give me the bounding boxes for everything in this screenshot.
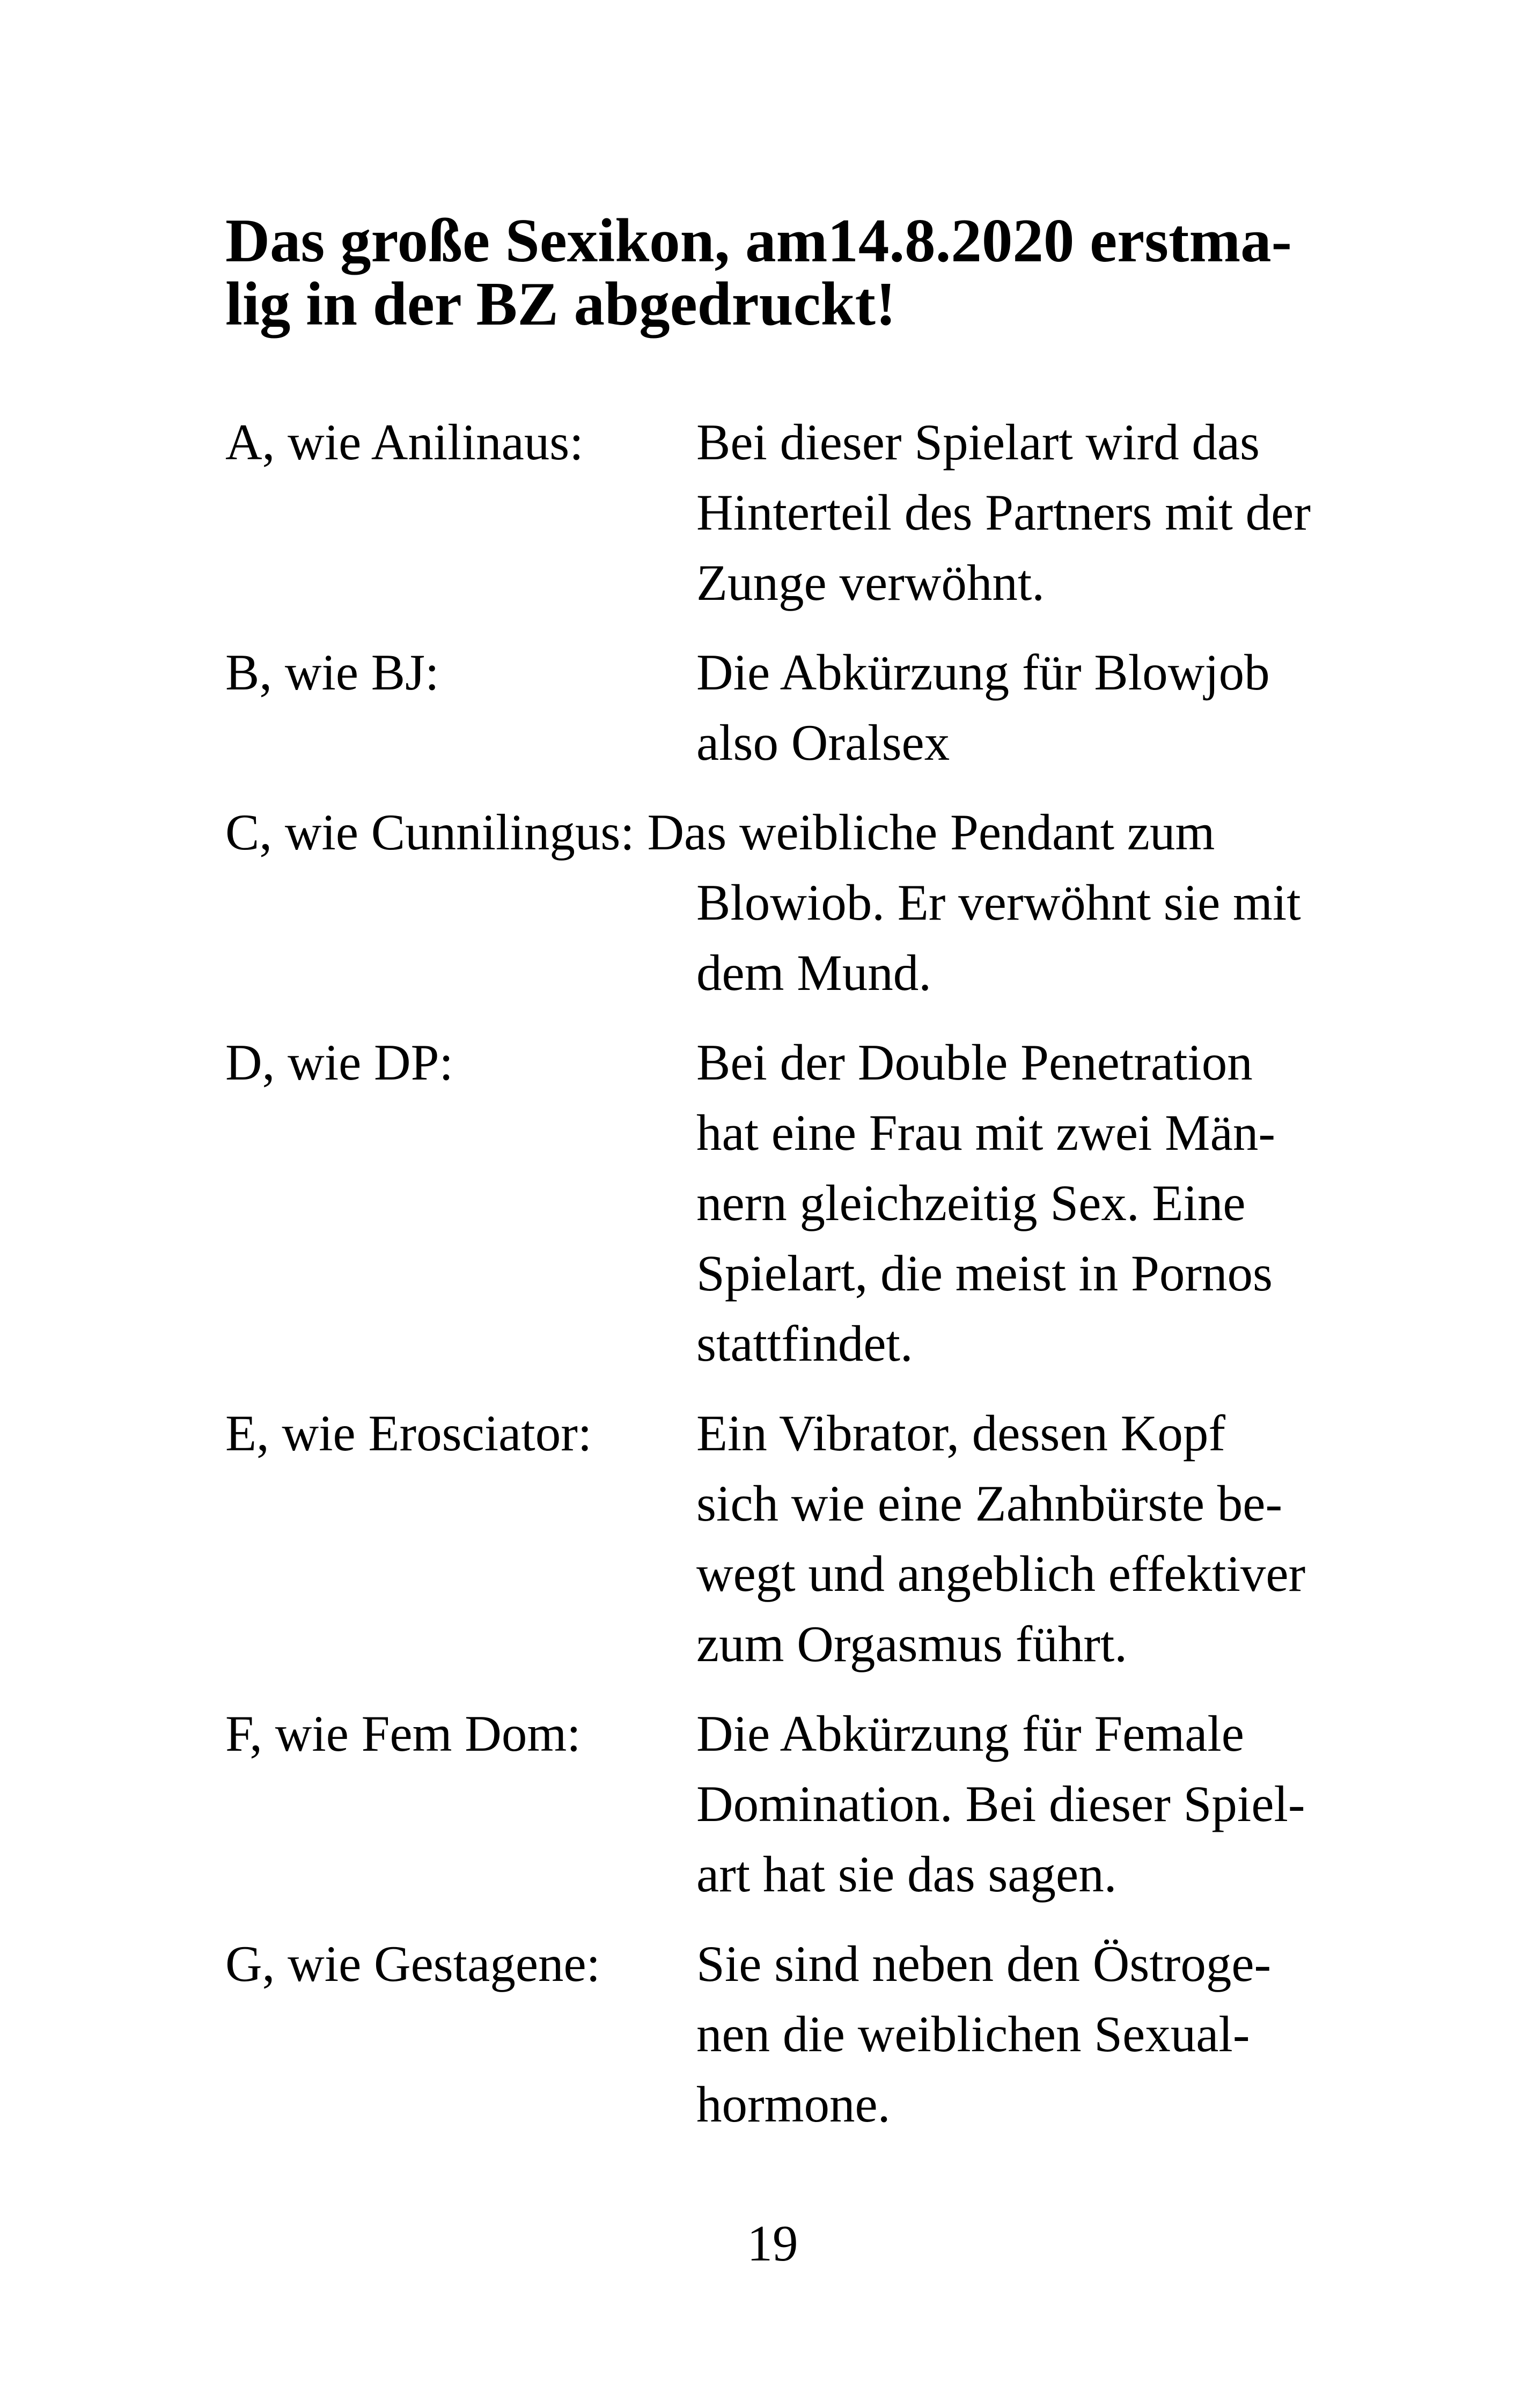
definition-line: Sie sind neben den Östroge- (696, 1935, 1272, 1992)
glossary-entry (225, 1027, 1320, 1379)
entry-term: B, wie BJ: (225, 644, 439, 701)
entry-definition (696, 1929, 1320, 2140)
definition-line: Hinterteil des Partners mit der (696, 484, 1311, 541)
definition-line: nen die weiblichen Sexual- (696, 2006, 1250, 2062)
title-line: lig in der BZ abgedruckt! (225, 270, 897, 338)
definition-line: hat eine Frau mit zwei Män- (696, 1104, 1275, 1161)
entry-term: A, wie Anilinaus: (225, 414, 584, 471)
glossary-list (225, 407, 1320, 2159)
glossary-entry (225, 637, 1320, 778)
entry-first-line (225, 797, 1320, 868)
entry-definition (696, 1699, 1320, 1910)
definition-line: Bei dieser Spielart wird das (696, 414, 1260, 471)
definition-line: nern gleichzeitig Sex. Eine (696, 1174, 1246, 1231)
definition-line: Ein Vibrator, dessen Kopf (696, 1405, 1226, 1462)
definition-line: Spielart, die meist in Pornos (696, 1245, 1273, 1302)
definition-line: Bei der Double Penetration (696, 1034, 1253, 1091)
definition-line: art hat sie das sagen. (696, 1846, 1117, 1903)
glossary-entry (225, 1398, 1320, 1679)
glossary-entry (225, 797, 1320, 1008)
definition-line: Das weibliche Pendant zum (647, 804, 1215, 861)
entry-definition (696, 868, 1320, 1008)
entry-term: G, wie Gestagene: (225, 1935, 601, 1992)
definition-line: also Oralsex (696, 714, 950, 771)
entry-term: F, wie Fem Dom: (225, 1705, 581, 1762)
page-number: 19 (747, 2215, 798, 2272)
glossary-entry (225, 1929, 1320, 2140)
definition-line: Domination. Bei dieser Spiel- (696, 1775, 1305, 1832)
entry-term: D, wie DP: (225, 1034, 453, 1091)
entry-definition (696, 1027, 1320, 1379)
definition-line: sich wie eine Zahnbürste be- (696, 1475, 1283, 1532)
definition-line: hormone. (696, 2076, 891, 2133)
definition-line: zum Orgasmus führt. (696, 1616, 1128, 1672)
title-line: Das große Sexikon, am14.8.2020 erstma- (225, 207, 1292, 275)
definition-line: wegt und angeblich effektiver (696, 1545, 1306, 1602)
entry-definition (696, 407, 1320, 618)
definition-line: dem Mund. (696, 944, 932, 1001)
definition-line: stattfindet. (696, 1315, 913, 1372)
definition-line: Zunge verwöhnt. (696, 554, 1045, 611)
definition-line: Die Abkürzung für Female (696, 1705, 1244, 1762)
definition-line: Die Abkürzung für Blowjob (696, 644, 1270, 701)
page-title (225, 209, 1292, 336)
entry-definition (696, 637, 1320, 778)
definition-line: Blowiob. Er verwöhnt sie mit (696, 874, 1301, 931)
entry-definition (696, 1398, 1320, 1679)
glossary-entry (225, 407, 1320, 618)
entry-term: E, wie Erosciator: (225, 1405, 592, 1462)
glossary-entry (225, 1699, 1320, 1910)
entry-term: C, wie Cunnilingus: (225, 804, 635, 861)
